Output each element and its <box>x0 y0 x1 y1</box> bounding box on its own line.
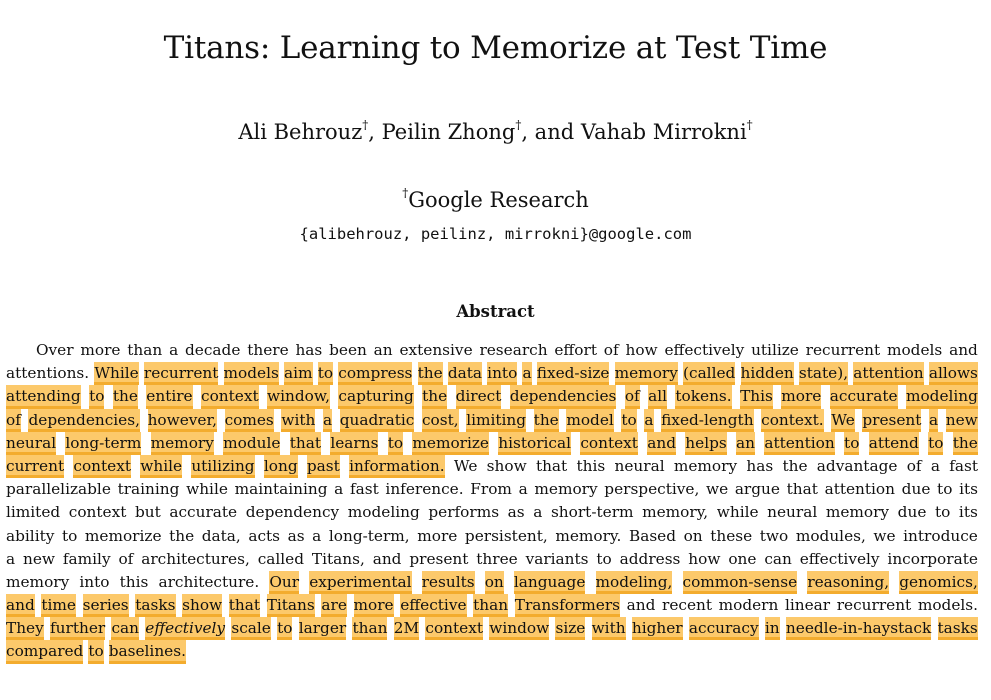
highlighted-word: genomics, <box>899 571 978 594</box>
abstract-word: to <box>61 526 78 545</box>
abstract-word: architectures, <box>141 549 250 568</box>
highlighted-word: new <box>946 409 978 432</box>
abstract-word: effort <box>554 341 597 359</box>
abstract-word: argue <box>734 480 780 499</box>
highlighted-word: effectively <box>145 617 225 640</box>
affiliation-mark: † <box>746 118 753 132</box>
highlighted-word: that <box>290 432 321 455</box>
highlighted-word: into <box>487 362 517 385</box>
abstract-word: while <box>716 503 759 522</box>
abstract-word: From <box>470 480 512 499</box>
abstract-line <box>6 478 978 501</box>
highlighted-word: the <box>534 409 559 432</box>
abstract-line <box>6 501 978 524</box>
abstract-word: memory <box>825 503 890 522</box>
abstract-word: neural <box>767 503 818 522</box>
highlighted-word: to <box>928 432 943 455</box>
highlighted-word: entire <box>146 385 192 408</box>
abstract-word: introduce <box>903 526 978 545</box>
highlighted-word: state), <box>799 362 848 385</box>
abstract-word: a <box>334 480 344 499</box>
highlighted-word: more <box>781 385 821 408</box>
abstract-word: of <box>906 456 922 475</box>
abstract-word: a <box>6 549 16 568</box>
abstract-word: dependency <box>245 503 340 522</box>
paper-title: Titans: Learning to Memorize at Test Time <box>163 30 828 66</box>
author-emails: {alibehrouz, peilinz, mirrokni}@google.com <box>299 225 692 243</box>
highlighted-word: the <box>113 385 138 408</box>
abstract-word: limited <box>6 503 61 522</box>
highlighted-word: further <box>50 617 105 640</box>
highlighted-word: model <box>566 409 613 432</box>
abstract-word: research <box>479 341 548 359</box>
abstract-word: a <box>169 341 179 359</box>
highlighted-word: more <box>354 594 394 617</box>
abstract-word: short-term <box>550 503 634 522</box>
abstract-line <box>6 385 978 408</box>
abstract-word: recurrent <box>836 596 912 615</box>
highlighted-word: while <box>140 455 182 478</box>
highlighted-word: an <box>736 432 755 455</box>
highlighted-word: accurate <box>830 385 898 408</box>
abstract-word: recurrent <box>805 341 881 359</box>
highlighted-word: present <box>862 409 921 432</box>
highlighted-word: data <box>448 362 482 385</box>
highlighted-word: in <box>765 617 780 640</box>
abstract-word: parallelizable <box>6 480 111 499</box>
abstract-word: memory <box>534 480 598 499</box>
highlighted-word: Our <box>269 571 299 594</box>
abstract-word: a <box>312 526 322 545</box>
abstract-word: modules, <box>795 526 866 545</box>
highlighted-word: and <box>647 432 676 455</box>
highlighted-word: the <box>953 432 978 455</box>
abstract-word: to <box>596 549 612 568</box>
abstract-word: incorporate <box>887 549 978 568</box>
highlighted-word: memory <box>151 432 214 455</box>
highlighted-word: on <box>485 571 504 594</box>
highlighted-word: models <box>224 362 279 385</box>
abstract-word: into <box>79 572 110 591</box>
abstract-word: attentions. <box>6 364 90 383</box>
highlighted-word: accuracy <box>689 617 759 640</box>
abstract-word: one <box>728 549 757 568</box>
abstract-word: as <box>507 503 525 522</box>
highlighted-word: to <box>89 385 104 408</box>
abstract-word: perspective, <box>604 480 700 499</box>
abstract-word: show <box>486 456 527 475</box>
abstract-word: of <box>118 549 134 568</box>
highlighted-word: window <box>489 617 549 640</box>
affiliation-mark: † <box>515 118 522 132</box>
highlighted-word: neural <box>6 432 56 455</box>
abstract-word: ability <box>6 526 55 545</box>
abstract-word: acts <box>248 526 281 545</box>
abstract-word: address <box>619 549 681 568</box>
abstract-word: data, <box>201 526 241 545</box>
abstract-word: present <box>409 549 469 568</box>
abstract-word: an <box>373 341 393 359</box>
highlighted-word: Transformers <box>515 594 620 617</box>
author-list <box>0 116 991 148</box>
abstract-word: how <box>688 549 721 568</box>
highlighted-word: context <box>201 385 259 408</box>
highlighted-word: the <box>422 385 447 408</box>
highlighted-word: and <box>6 594 35 617</box>
highlighted-word: needle-in-haystack <box>786 617 931 640</box>
highlighted-word: modeling, <box>596 571 673 594</box>
abstract-word: has <box>746 456 774 475</box>
abstract-line <box>6 640 978 663</box>
highlighted-word: compared <box>6 640 83 663</box>
highlighted-word: long-term <box>65 432 141 455</box>
highlighted-word: memory <box>615 362 678 385</box>
highlighted-word: current <box>6 455 64 478</box>
abstract-word: context <box>68 503 127 522</box>
abstract-word: memory <box>6 572 70 591</box>
abstract-word: a <box>930 456 940 475</box>
highlighted-word: Titans <box>267 594 315 617</box>
abstract-word: utilize <box>751 341 799 359</box>
highlighted-word: capturing <box>338 385 413 408</box>
highlighted-word: tasks <box>938 617 978 640</box>
highlighted-word: We <box>831 409 855 432</box>
highlighted-word: larger <box>299 617 346 640</box>
abstract-word: effectively <box>664 341 745 359</box>
abstract-word: a <box>533 503 543 522</box>
highlighted-word: past <box>307 455 340 478</box>
highlighted-word: the <box>418 362 443 385</box>
abstract-word: as <box>287 526 305 545</box>
highlighted-word: 2M <box>394 617 419 640</box>
abstract-word: memory. <box>555 526 622 545</box>
highlighted-word: helps <box>685 432 726 455</box>
abstract-word: attention <box>824 480 895 499</box>
abstract-word: we <box>873 526 896 545</box>
abstract-line <box>6 617 978 640</box>
highlighted-word: dependencies <box>510 385 617 408</box>
highlighted-word: to <box>88 640 103 663</box>
abstract-word: models <box>886 341 943 359</box>
highlighted-word: They <box>6 617 44 640</box>
abstract-word: architecture. <box>158 572 260 591</box>
highlighted-word: a <box>522 362 531 385</box>
highlighted-word: time <box>41 594 76 617</box>
abstract-word: fast <box>349 480 379 499</box>
highlighted-word: utilizing <box>191 455 254 478</box>
highlighted-word: a <box>323 409 332 432</box>
highlighted-word: can <box>111 617 139 640</box>
abstract-word: due <box>897 503 927 522</box>
affiliation <box>0 184 991 216</box>
highlighted-word: however, <box>148 409 217 432</box>
abstract-word: Titans, <box>311 549 365 568</box>
abstract-word: there <box>247 341 289 359</box>
abstract-word: more <box>417 526 458 545</box>
abstract-word: the <box>169 526 195 545</box>
highlighted-word: long <box>264 455 298 478</box>
highlighted-word: effective <box>400 594 466 617</box>
highlighted-word: hidden <box>741 362 794 385</box>
highlighted-word: module <box>223 432 280 455</box>
highlighted-word: learns <box>330 432 378 455</box>
highlighted-word: quadratic <box>340 409 415 432</box>
highlighted-word: information. <box>349 455 445 478</box>
highlighted-word: than <box>473 594 508 617</box>
highlighted-word: dependencies, <box>28 409 139 432</box>
highlighted-word: with <box>592 617 626 640</box>
abstract-word: that <box>786 480 818 499</box>
abstract-word: to <box>937 480 953 499</box>
highlighted-word: language <box>514 571 585 594</box>
abstract-word: can <box>764 549 792 568</box>
highlighted-word: attending <box>6 385 81 408</box>
highlighted-word: cost, <box>422 409 459 432</box>
abstract-line <box>6 409 978 432</box>
highlighted-word: are <box>321 594 347 617</box>
highlighted-word: limiting <box>466 409 526 432</box>
abstract-line <box>6 455 978 478</box>
highlighted-word: higher <box>632 617 683 640</box>
abstract-word: but <box>134 503 161 522</box>
abstract-word: of <box>603 341 619 359</box>
abstract-word: memory, <box>642 503 709 522</box>
abstract-word: memory <box>673 456 738 475</box>
highlighted-word: that <box>229 594 260 617</box>
abstract-word: linear <box>784 596 831 615</box>
highlighted-word: tokens. <box>675 385 731 408</box>
highlighted-word: While <box>94 362 138 385</box>
abstract-word: memorize <box>84 526 162 545</box>
abstract-line <box>6 362 978 385</box>
abstract-word: decade <box>185 341 241 359</box>
highlighted-word: (called <box>683 362 735 385</box>
abstract-word: been <box>329 341 367 359</box>
abstract-word: that <box>535 456 568 475</box>
abstract-word: performs <box>428 503 500 522</box>
highlighted-word: compress <box>338 362 412 385</box>
highlighted-word: than <box>352 617 387 640</box>
highlighted-word: experimental <box>309 571 411 594</box>
abstract-word: to <box>934 503 951 522</box>
abstract-word: two <box>759 526 789 545</box>
abstract-word: called <box>257 549 305 568</box>
highlighted-word: size <box>555 617 585 640</box>
highlighted-word: to <box>844 432 859 455</box>
affiliation-name: Google Research <box>408 188 589 212</box>
author-name: Ali Behrouz <box>238 120 363 144</box>
highlighted-word: memorize <box>412 432 489 455</box>
highlighted-word: window, <box>267 385 330 408</box>
affiliation-mark: † <box>362 118 369 132</box>
abstract-word: while <box>186 480 228 499</box>
highlighted-word: reasoning, <box>807 571 889 594</box>
highlighted-word: context <box>425 617 483 640</box>
abstract-word: accurate <box>169 503 238 522</box>
abstract-word: the <box>782 456 808 475</box>
abstract-word: these <box>710 526 753 545</box>
abstract-word: recent <box>662 596 712 615</box>
abstract-word: variants <box>525 549 589 568</box>
highlighted-word: common-sense <box>683 571 798 594</box>
abstract-word: effectively <box>799 549 880 568</box>
highlighted-word: to <box>318 362 333 385</box>
highlighted-word: recurrent <box>144 362 218 385</box>
highlighted-word: fixed-length <box>661 409 753 432</box>
highlighted-word: a <box>644 409 653 432</box>
highlighted-word: scale <box>231 617 270 640</box>
highlighted-word: to <box>388 432 403 455</box>
abstract-line <box>6 339 978 362</box>
abstract-word: on <box>683 526 703 545</box>
highlighted-word: context. <box>761 409 823 432</box>
abstract-word: family <box>62 549 111 568</box>
highlighted-word: context <box>73 455 131 478</box>
abstract-line <box>6 594 978 617</box>
abstract-word: models. <box>917 596 978 615</box>
abstract-word: how <box>625 341 658 359</box>
abstract-line <box>6 432 978 455</box>
abstract-word: fast <box>949 456 978 475</box>
abstract-word: than <box>127 341 163 359</box>
abstract-word: We <box>453 456 478 475</box>
abstract-word: its <box>959 480 978 499</box>
abstract-word: has <box>295 341 323 359</box>
abstract-heading: Abstract <box>456 302 535 321</box>
abstract-word: a <box>518 480 528 499</box>
abstract-word: training <box>117 480 180 499</box>
highlighted-word: comes <box>225 409 274 432</box>
highlighted-word: fixed-size <box>537 362 610 385</box>
highlighted-word: attention <box>764 432 834 455</box>
abstract-word: due <box>901 480 931 499</box>
highlighted-word: This <box>740 385 773 408</box>
abstract-word: persistent, <box>464 526 548 545</box>
abstract-word: and <box>626 596 656 615</box>
highlighted-word: historical <box>498 432 571 455</box>
abstract-word: neural <box>614 456 665 475</box>
highlighted-word: with <box>281 409 315 432</box>
author-name: Peilin Zhong <box>381 120 516 144</box>
author-separator: , and <box>521 120 581 144</box>
author-separator: , <box>368 120 382 144</box>
highlighted-word: all <box>648 385 667 408</box>
highlighted-word: modeling <box>906 385 978 408</box>
highlighted-word: of <box>6 409 21 432</box>
abstract-word: extensive <box>399 341 473 359</box>
abstract-body <box>6 339 978 664</box>
abstract-word: Based <box>628 526 677 545</box>
highlighted-word: attention <box>853 362 923 385</box>
abstract-word: maintaining <box>234 480 328 499</box>
abstract-word: new <box>23 549 55 568</box>
highlighted-word: series <box>83 594 129 617</box>
abstract-line <box>6 571 978 594</box>
abstract-word: inference. <box>385 480 464 499</box>
highlighted-word: of <box>625 385 640 408</box>
abstract-word: advantage <box>816 456 898 475</box>
abstract-word: this <box>576 456 606 475</box>
abstract-line <box>6 548 978 571</box>
highlighted-word: show <box>182 594 222 617</box>
abstract-word: three <box>476 549 518 568</box>
highlighted-word: aim <box>284 362 313 385</box>
highlighted-word: to <box>621 409 636 432</box>
highlighted-word: attend <box>869 432 919 455</box>
abstract-word: modeling <box>347 503 420 522</box>
abstract-word: this <box>119 572 149 591</box>
highlighted-word: context <box>580 432 638 455</box>
highlighted-word: allows <box>929 362 978 385</box>
abstract-word: more <box>80 341 121 359</box>
abstract-word: its <box>958 503 978 522</box>
highlighted-word: tasks <box>135 594 175 617</box>
abstract-word: long-term, <box>328 526 410 545</box>
author-name: Vahab Mirrokni <box>580 120 747 144</box>
highlighted-word: results <box>422 571 475 594</box>
abstract-word: we <box>705 480 729 499</box>
abstract-word: and <box>949 341 978 359</box>
abstract-word: and <box>372 549 402 568</box>
highlighted-word: direct <box>456 385 502 408</box>
affiliation-mark: † <box>402 186 409 200</box>
abstract-word: Over <box>36 341 74 359</box>
highlighted-word: to <box>277 617 292 640</box>
highlighted-word: a <box>929 409 938 432</box>
abstract-word: modern <box>718 596 779 615</box>
highlighted-word: baselines. <box>109 640 186 663</box>
abstract-line <box>6 525 978 548</box>
